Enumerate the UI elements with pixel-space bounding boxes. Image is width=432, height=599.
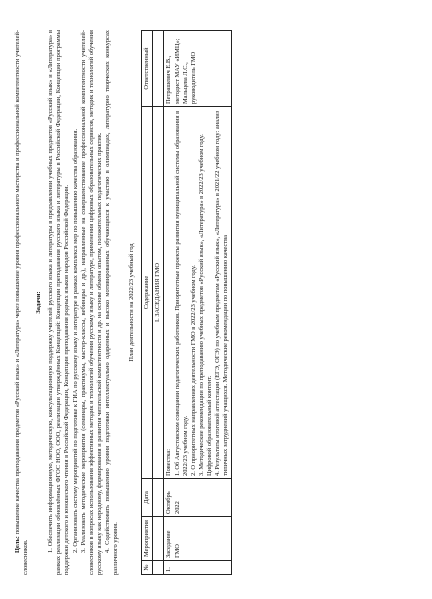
- content-line: 3. Методические рекомендации по преподаванию учебных предметов «Русский язык», «Литература» в 2022/23 учебном году. Цифровой образовательный контент.: [197, 134, 213, 476]
- table-row: [164, 31, 232, 575]
- row-event: Заседание ГМО: [164, 517, 232, 561]
- content-line: 2. О приоритетных направлениях деятельности ГМО в 2022/23 учебном году.: [189, 265, 197, 476]
- tasks-heading: Задачи:: [35, 291, 43, 314]
- column-header-event: Мероприятия: [142, 517, 153, 561]
- table-header-row: [142, 31, 153, 575]
- column-header-responsible: Ответственный: [142, 31, 153, 107]
- section-title: I. ЗАСЕДАНИЯ ГМО: [153, 107, 164, 479]
- row-number: 1.: [164, 561, 232, 575]
- content-line: Повестка:: [165, 448, 173, 476]
- column-header-content: Содержание: [142, 107, 153, 479]
- task-item-1: 1. Обеспечить информационную, методическую, консультационную поддержку учителей русского языка и литературы в предъявлении учебных предметов «Русский язык» и «Литература» в рамках реализации обновлённых ФГОС НОО, ООО, реализации утверждённых Концепций: Концепции преподавания русского языка и литературы в Российской Федерации, Концепции программы поддержки детского и юношеского чтения в Российской Федерации, Концепции преподавания родных языков народов Российской Федерации.: [47, 30, 71, 575]
- goal-text: повышение качества преподавания предметов «Русский язык» и «Литература» через повышение уровня профессионального мастерства и профессиональной компетентности учителей-словесников.: [14, 30, 30, 575]
- plan-title: План деятельности на 2022/23 учебный год: [128, 243, 136, 362]
- task-item-2: 2. Организовать систему мероприятий по подготовке к ГИА по русскому языку и литературе в рамках комплекса мер по повышению качества образования.: [71, 128, 79, 553]
- column-header-number: №: [142, 561, 153, 575]
- row-date: Октябрь 2022: [164, 479, 232, 517]
- column-header-date: Дата: [142, 479, 153, 517]
- row-responsible: [164, 31, 232, 107]
- row-content: [164, 107, 232, 479]
- plan-table: [141, 30, 232, 575]
- task-item-4: 4. Содействовать повышению уровня подготовки интеллектуально одаренных и высоко мотивированных обучающихся к участию в олимпиадах, литературно творческих конкурсах различного уровня.: [103, 30, 120, 575]
- goal-label: Цель:: [14, 536, 21, 553]
- content-line: 4. Результаты итоговой аттестации (ЕГЭ, ОГЭ) по учебным предметам «Русский язык», «Литература» в 2021/22 учебном году: анализ типичных затруднений учащихся. Методические рекомендации по повышению качества: [213, 110, 230, 476]
- goal-paragraph: [14, 30, 30, 575]
- content-line: 1. Об Августовском совещании педагогических работников. Приоритетные проекты развития муниципальной системы образования в 2022/23 учебном году.: [173, 110, 189, 476]
- section-row: [153, 31, 164, 575]
- responsible-line: Мальцева Л.С., руководитель ГМО: [181, 51, 197, 104]
- task-item-3: 3. Реализовать методические мероприятия (семинары, практикумы, мастер-классы, вебинары и др.), направленные на совершенствование профессиональной компетентности учителей-словесников в вопросах использования эффективных методик и технологий обучения русскому языку и литературе, применения цифровых образовательных сервисов, методик и технологий обучения русскому языку как неродному, формирования и развития читательской компетентности и др. на основе обмена опытом, положительных педагогических практик.: [79, 30, 103, 575]
- responsible-line: Петрашевич Е.В., методист МАУ «ИМЦ»;: [165, 38, 181, 104]
